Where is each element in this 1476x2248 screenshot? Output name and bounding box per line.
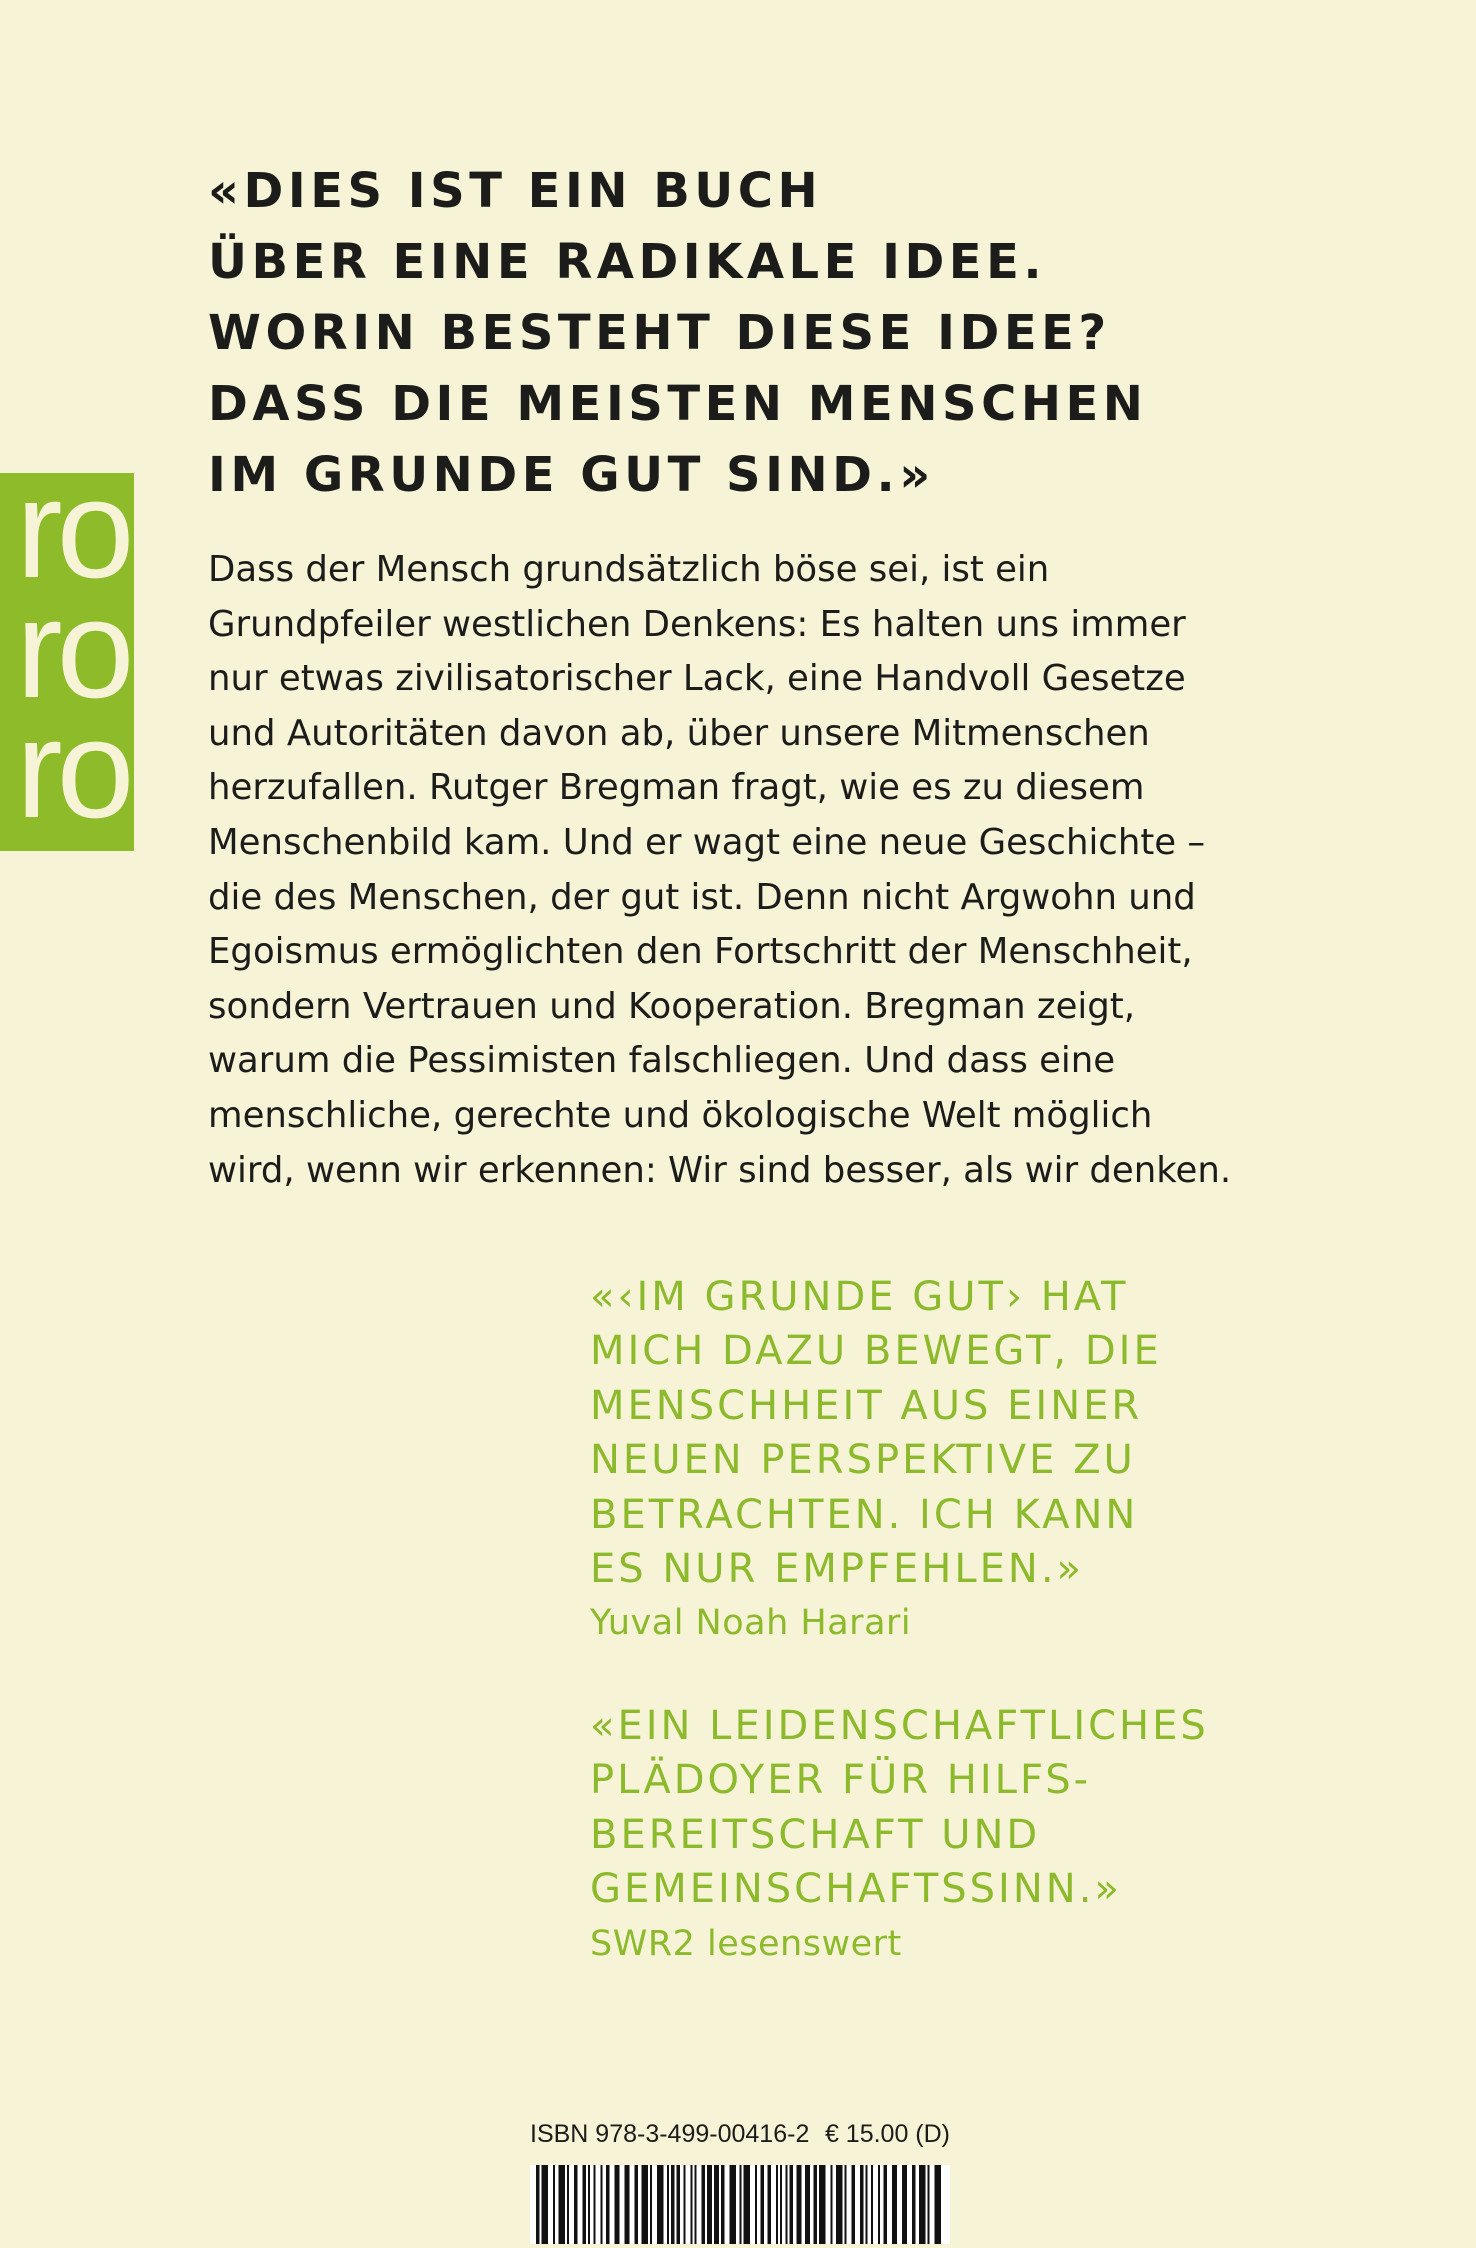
description-line: und Autoritäten davon ab, über unsere Mitmenschen	[208, 712, 1150, 754]
quote-line: NEUEN PERSPEKTIVE ZU	[590, 1437, 1136, 1484]
barcode-bar	[814, 2165, 818, 2244]
barcode-bar	[761, 2165, 765, 2244]
barcode-bar	[768, 2165, 772, 2244]
barcode-bar	[721, 2165, 725, 2244]
rororo-logo	[0, 473, 134, 851]
barcode-bar	[780, 2165, 782, 2244]
barcode-bar	[935, 2165, 942, 2244]
description-line: Dass der Mensch grundsätzlich böse sei, ist ein	[208, 549, 1050, 590]
quote-author: Yuval Noah Harari	[590, 1603, 912, 1644]
quote-line: «‹IM GRUNDE GUT› HAT	[590, 1274, 1129, 1320]
barcode-bar	[691, 2165, 693, 2244]
barcode-bar	[588, 2165, 590, 2244]
barcode-bar	[831, 2165, 833, 2244]
review-quote-harari	[590, 1270, 1410, 1651]
barcode-bar	[919, 2165, 926, 2244]
quote-line: PLÄDOYER FÜR HILFS-	[590, 1757, 1092, 1804]
logo-line: ro	[16, 473, 129, 607]
description-line: menschliche, gerechte und ökologische Welt möglich	[208, 1094, 1153, 1136]
barcode-bar	[866, 2165, 868, 2244]
headline-line: WORIN BESTEHT DIESE IDEE?	[208, 305, 1111, 361]
barcode-bar	[852, 2165, 856, 2244]
barcode-bar	[871, 2165, 873, 2244]
barcode-bar	[642, 2165, 649, 2244]
barcode-bar	[790, 2165, 794, 2244]
isbn-price-row	[530, 2120, 950, 2154]
barcode-bar	[615, 2165, 620, 2244]
barcode-bar	[625, 2165, 630, 2244]
barcode-bar	[845, 2165, 847, 2244]
quote-line: BETRACHTEN. ICH KANN	[590, 1491, 1139, 1538]
headline-line: DASS DIE MEISTEN MENSCHEN	[208, 376, 1148, 432]
barcode-bar	[776, 2165, 778, 2244]
barcode-bar	[583, 2165, 587, 2244]
barcode-bar	[714, 2165, 719, 2244]
barcode-bar	[702, 2165, 706, 2244]
barcode-bar	[786, 2165, 788, 2244]
logo-line: ro	[16, 690, 129, 847]
barcode-bars	[530, 2165, 950, 2244]
barcode-bar	[860, 2165, 864, 2244]
barcode-bar	[567, 2165, 569, 2244]
barcode-bar	[606, 2165, 610, 2244]
barcode-bar	[553, 2165, 555, 2244]
description-line: wird, wenn wir erkennen: Wir sind besser, als wir denken.	[208, 1149, 1232, 1191]
headline-line: «DIES IST EIN BUCH	[208, 163, 823, 219]
quote-line: «EIN LEIDENSCHAFTLICHES	[590, 1703, 1209, 1749]
barcode-bar	[740, 2165, 742, 2244]
barcode-bar	[684, 2165, 686, 2244]
barcode-bar	[650, 2165, 652, 2244]
barcode-bar	[536, 2165, 540, 2244]
quote-line: MENSCHHEIT AUS EINER	[590, 1382, 1143, 1429]
barcode-bar	[671, 2165, 675, 2244]
description-line: Grundpfeiler westlichen Denkens: Es halten uns immer	[208, 603, 1186, 645]
barcode-bar	[594, 2165, 596, 2244]
barcode-bar	[892, 2165, 897, 2244]
description-line: nur etwas zivilisatorischer Lack, eine Handvoll Gesetze	[208, 658, 1186, 700]
barcode-bar	[542, 2165, 549, 2244]
headline-line: IM GRUNDE GUT SIND.»	[208, 447, 935, 503]
quote-line: GEMEINSCHAFTSSINN.»	[590, 1866, 1122, 1913]
description-line: die des Menschen, der gut ist. Denn nicht Argwohn und	[208, 876, 1196, 918]
barcode-bar	[902, 2165, 907, 2244]
description-line: sondern Vertrauen und Kooperation. Bregman zeigt,	[208, 985, 1136, 1027]
barcode-bar	[755, 2165, 757, 2244]
isbn-number: ISBN 978-3-499-00416-2	[530, 2120, 810, 2148]
barcode-bar	[695, 2165, 697, 2244]
barcode-bar	[819, 2165, 826, 2244]
barcode-bar	[928, 2165, 930, 2244]
description-line: Menschenbild kam. Und er wagt eine neue Geschichte –	[208, 821, 1206, 863]
barcode-bar	[805, 2165, 810, 2244]
description-text	[208, 543, 1408, 1198]
barcode-bar	[878, 2165, 880, 2244]
description-line: herzufallen. Rutger Bregman fragt, wie es zu diesem	[208, 767, 1145, 809]
barcode	[530, 2165, 950, 2244]
barcode-bar	[657, 2165, 664, 2244]
description-line: warum die Pessimisten falschliegen. Und dass eine	[208, 1040, 1116, 1082]
quote-line: BEREITSCHAFT UND	[590, 1811, 1041, 1858]
description-line: Egoismus ermöglichten den Fortschritt der Menschheit,	[208, 931, 1193, 973]
barcode-bar	[559, 2165, 566, 2244]
barcode-bar	[836, 2165, 843, 2244]
barcode-bar	[797, 2165, 802, 2244]
barcode-bar	[730, 2165, 737, 2244]
barcode-bar	[601, 2165, 603, 2244]
headline-quote	[208, 156, 1358, 511]
barcode-bar	[574, 2165, 578, 2244]
barcode-bar	[635, 2165, 639, 2244]
price-label: € 15.00 (D)	[824, 2120, 950, 2148]
barcode-bar	[912, 2165, 916, 2244]
quote-author: SWR2 lesenswert	[590, 1923, 902, 1964]
barcode-bar	[744, 2165, 751, 2244]
headline-line: ÜBER EINE RADIKALE IDEE.	[208, 234, 1047, 290]
review-quote-swr2	[590, 1699, 1410, 1971]
barcode-bar	[667, 2165, 669, 2244]
barcode-bar	[707, 2165, 712, 2244]
barcode-bar	[884, 2165, 888, 2244]
quote-line: MICH DAZU BEWEGT, DIE	[590, 1328, 1162, 1375]
barcode-bar	[677, 2165, 681, 2244]
quote-line: ES NUR EMPFEHLEN.»	[590, 1546, 1085, 1593]
logo-line: ro	[16, 570, 129, 727]
